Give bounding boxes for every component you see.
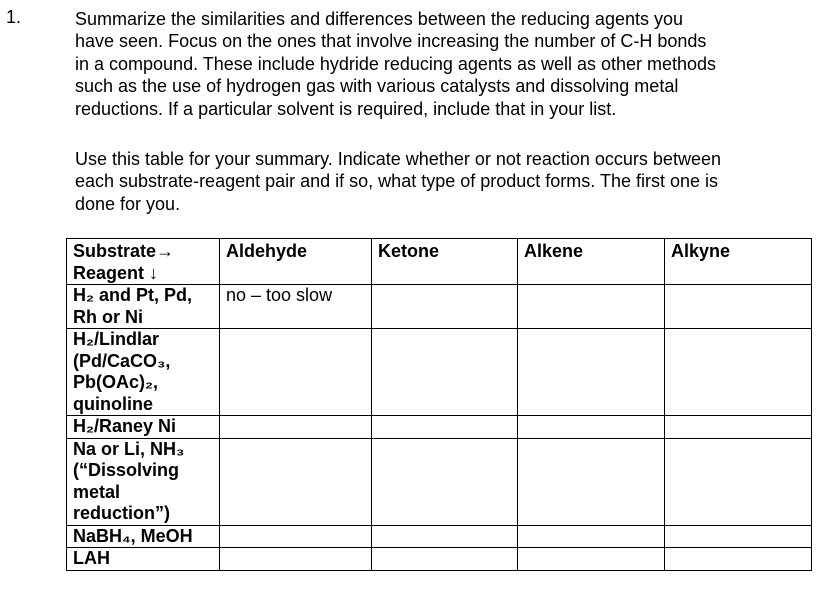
corner-reagent-label: Reagent ↓ — [73, 263, 159, 283]
table-row — [67, 285, 812, 329]
result-cell — [372, 285, 518, 329]
reagent-line: H₂/Raney Ni — [73, 416, 177, 436]
intro-line: reductions. If a particular solvent is required, include that in your list. — [75, 98, 617, 119]
result-cell — [220, 548, 372, 571]
table-header-row — [67, 239, 812, 285]
column-header-ketone: Ketone — [372, 239, 518, 285]
question-number: 1. — [6, 7, 22, 27]
result-cell — [665, 416, 812, 439]
reagent-line: Rh or Ni — [73, 306, 143, 327]
result-cell — [518, 416, 665, 439]
result-cell — [665, 438, 812, 525]
reagent-line: LAH — [73, 548, 110, 568]
intro-line: such as the use of hydrogen gas with various catalysts and dissolving metal — [75, 76, 679, 97]
result-cell — [518, 329, 665, 416]
result-cell — [518, 525, 665, 548]
intro-line: in a compound. These include hydride reducing agents as well as other methods — [75, 53, 717, 74]
intro-line: Summarize the similarities and differences between the reducing agents you — [75, 9, 684, 29]
result-cell — [665, 329, 812, 416]
result-cell — [665, 285, 812, 329]
table-row — [67, 329, 812, 416]
column-header-aldehyde: Aldehyde — [220, 239, 372, 285]
result-cell — [220, 525, 372, 548]
reagent-cell — [67, 285, 220, 329]
result-cell — [518, 548, 665, 571]
result-cell — [665, 548, 812, 571]
reagent-line: Na or Li, NH₃ — [73, 438, 185, 459]
result-cell — [372, 416, 518, 439]
reagent-cell — [67, 525, 220, 548]
instruction-line: each substrate-reagent pair and if so, what type of product forms. The first one is — [75, 171, 718, 192]
intro-line: have seen. Focus on the ones that involve increasing the number of C-H bonds — [75, 31, 707, 52]
table-row — [67, 438, 812, 525]
instruction-line: Use this table for your summary. Indicate whether or not reaction occurs between — [75, 149, 721, 169]
table-row — [67, 525, 812, 548]
reagent-line: quinoline — [73, 393, 153, 414]
table-row — [67, 416, 812, 439]
reagent-cell — [67, 438, 220, 525]
result-cell: no – too slow — [220, 285, 372, 329]
corner-header — [67, 239, 220, 285]
reagent-cell — [67, 416, 220, 439]
summary-table — [66, 238, 812, 571]
reagent-line: Pb(OAc)₂, — [73, 372, 158, 392]
corner-substrate-label: Substrate→ — [73, 241, 175, 261]
result-cell — [372, 438, 518, 525]
question-instructions — [75, 148, 815, 215]
table-row — [67, 548, 812, 571]
result-cell — [518, 285, 665, 329]
result-cell — [372, 329, 518, 416]
result-cell — [220, 416, 372, 439]
column-header-alkene: Alkene — [518, 239, 665, 285]
reagent-line: (“Dissolving — [73, 460, 180, 480]
result-cell — [372, 525, 518, 548]
reagent-line: metal — [73, 481, 121, 502]
reagent-line: NaBH₄, MeOH — [73, 525, 193, 546]
column-header-alkyne: Alkyne — [665, 239, 812, 285]
reagent-line: (Pd/CaCO₃, — [73, 350, 171, 371]
reagent-line: H₂/Lindlar — [73, 329, 160, 349]
result-cell — [665, 525, 812, 548]
reagent-cell — [67, 329, 220, 416]
question-intro — [75, 8, 815, 120]
result-cell — [518, 438, 665, 525]
result-cell — [220, 438, 372, 525]
reagent-line: reduction”) — [73, 503, 170, 523]
reagent-line: H₂ and Pt, Pd, — [73, 285, 193, 305]
result-cell — [220, 329, 372, 416]
reagent-cell — [67, 548, 220, 571]
result-cell — [372, 548, 518, 571]
instruction-line: done for you. — [75, 193, 181, 214]
